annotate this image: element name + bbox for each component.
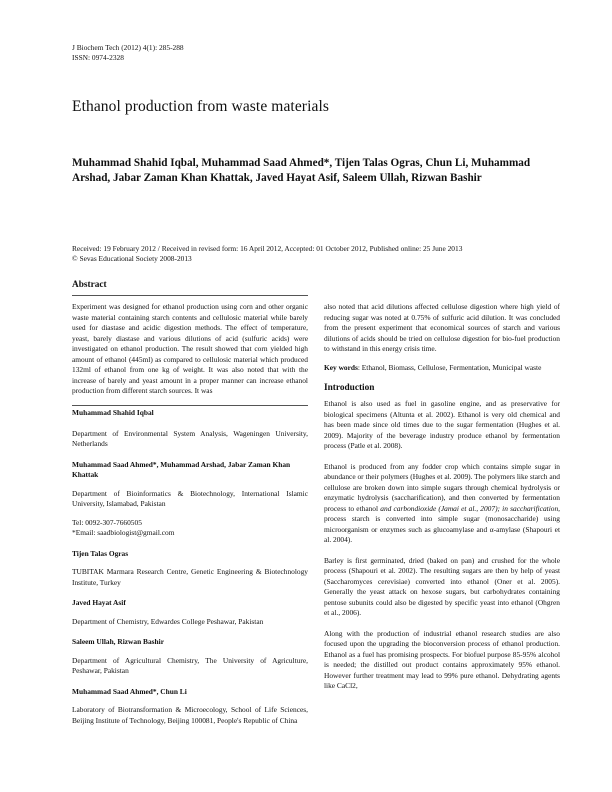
affiliation-address: Laboratory of Biotransformation & Microecology, School of Life Sciences, Beijing Institute of Technology, Beijing 100081, People's Republic of China [72,705,308,725]
received-line: Received: 19 February 2012 / Received in revised form: 16 April 2012, Accepted: 01 October 2012, Published online: 25 June 2013 [72,244,463,253]
right-column [324,302,560,692]
affiliation-names: Saleem Ullah, Rizwan Bashir [72,637,164,646]
intro-paragraph-2-italic: and carbondioxide (Jamai et al., 2007); in saccharification, [380,503,560,513]
abstract-heading: Abstract [72,280,107,290]
affiliation-names: Javed Hayat Asif [72,598,126,607]
affiliation-rule [72,405,308,406]
introduction-heading: Introduction [324,383,375,393]
article-title: Ethanol production from waste materials [72,98,329,115]
affiliation-address: Department of Agricultural Chemistry, The University of Agriculture, Peshawar, Pakistan [72,655,308,675]
affiliation-address: Department of Chemistry, Edwardes College Peshawar, Pakistan [72,616,264,626]
affiliation-names: Muhammad Saad Ahmed*, Muhammad Arshad, Jabar Zaman Khan Khattak [72,459,291,479]
keywords-label: Key words [324,362,358,372]
affiliations [72,408,308,726]
affiliation-email: *Email: saadbiologist@gmail.com [72,528,175,537]
affiliation-address: Department of Bioinformatics & Biotechnology, International Islamic University, Islamabad, Pakistan [72,488,308,508]
affiliation-names: Muhammad Shahid Iqbal [72,408,154,417]
keywords-list: : Ethanol, Biomass, Cellulose, Fermentation, Municipal waste [357,362,542,372]
copyright-line: © Sevas Educational Society 2008-2013 [72,254,192,263]
abstract-text-right: also noted that acid dilutions affected cellulose digestion where high yield of reducing sugar was noted at 0.75% of sulfuric acid dilution. It was concluded from the present experiment that economical sources of starch and various dilutions of acids should be tried on cellulose digestion for bio-fuel production to withstand in this energy crisis time. [324,302,560,353]
intro-paragraph-4: Along with the production of industrial ethanol research studies are also focused upon the upgrading the bioconversion process of ethanol production. Ethanol as a fuel has promising prospects. For biofuel purpose 85-95% alcohol is needed; the distilled out product contains approximately 95% ethanol. However further treatment may lead to 99% pure ethanol. Dehydrating agents like CaCl2, [324,628,560,690]
affiliation-tel: Tel: 0092-307-7660505 [72,517,142,527]
affiliation-address: Department of Environmental System Analysis, Wageningen University, Netherlands [72,428,308,448]
abstract-text-left: Experiment was designed for ethanol production using corn and other organic waste material containing starch contents and cellulosic material while barely used for diastase and acidic digestion methods. The effect of temperature, yeast, barely diastase and various dilutions of acid (sulfuric acids) were investigated on ethanol production. The result showed that corn yielded high amount of ethanol (445ml) as compared to cellulosic material which produced 132ml of ethanol from one kg of weight. It was also noted that with the increase of barely and yeast amount in a proper manner can increase ethanol production from different starch sources. It was [72,302,308,395]
journal-citation: J Biochem Tech (2012) 4(1): 285-288 [72,43,184,52]
affiliation-address: TUBITAK Marmara Research Centre, Genetic Engineering & Biotechnology Institute, Turkey [72,567,308,587]
received-dates [72,244,542,264]
journal-issn: ISSN: 0974-2328 [72,53,124,62]
intro-paragraph-3: Barley is first germinated, dried (baked on pan) and crushed for the whole process (Shapouri et al. 2002). The resulting sugars are then by help of yeast (Saccharomyces cerevisiae) converted into ethanol (Oner et al. 2005). Generally the yeast attack on hexose sugars, but carbohydrates containing pentose subunits could also be digested by specific yeast into ethanol (Ohgren et al., 2006). [324,555,560,617]
keywords [324,363,560,374]
abstract-rule [72,295,308,296]
intro-paragraph-2-start: Ethanol is produced from any fodder crop which contains simple sugar in abundance or their polymers (Hughes et al. 2009). The polymers like starch and cellulose are broken down into simple sugars through chemical hydrolysis or enzymatic hydrolysis (saccharification), and then converted by fermentation process to ethanol [324,461,560,513]
author-list: Muhammad Shahid Iqbal, Muhammad Saad Ahmed*, Tijen Talas Ogras, Chun Li, Muhammad Arshad, Jabar Zaman Khan Khattak, Javed Hayat Asif, Saleem Ullah, Rizwan Bashir [72,157,531,184]
intro-paragraph-2 [324,462,560,546]
intro-paragraph-2-end: process starch is converted into simple sugar (monosaccharide) using microorganism or enzymes such as glucoamylase and α-amylase (Shapouri et al. 2004). [324,514,560,544]
intro-paragraph-1: Ethanol is also used as fuel in gasoline engine, and as preservative for biological specimens (Altunta et al. 2002). Ethanol is very old chemical and has been made since old times due to the sugar fermentation (Hughes et al. 2009). Majority of the beverage industry produce ethanol by fermentation process (Patle et al. 2008). [324,399,560,450]
affiliation-names: Tijen Talas Ogras [72,548,129,558]
affiliation-names: Muhammad Saad Ahmed*, Chun Li [72,686,187,696]
